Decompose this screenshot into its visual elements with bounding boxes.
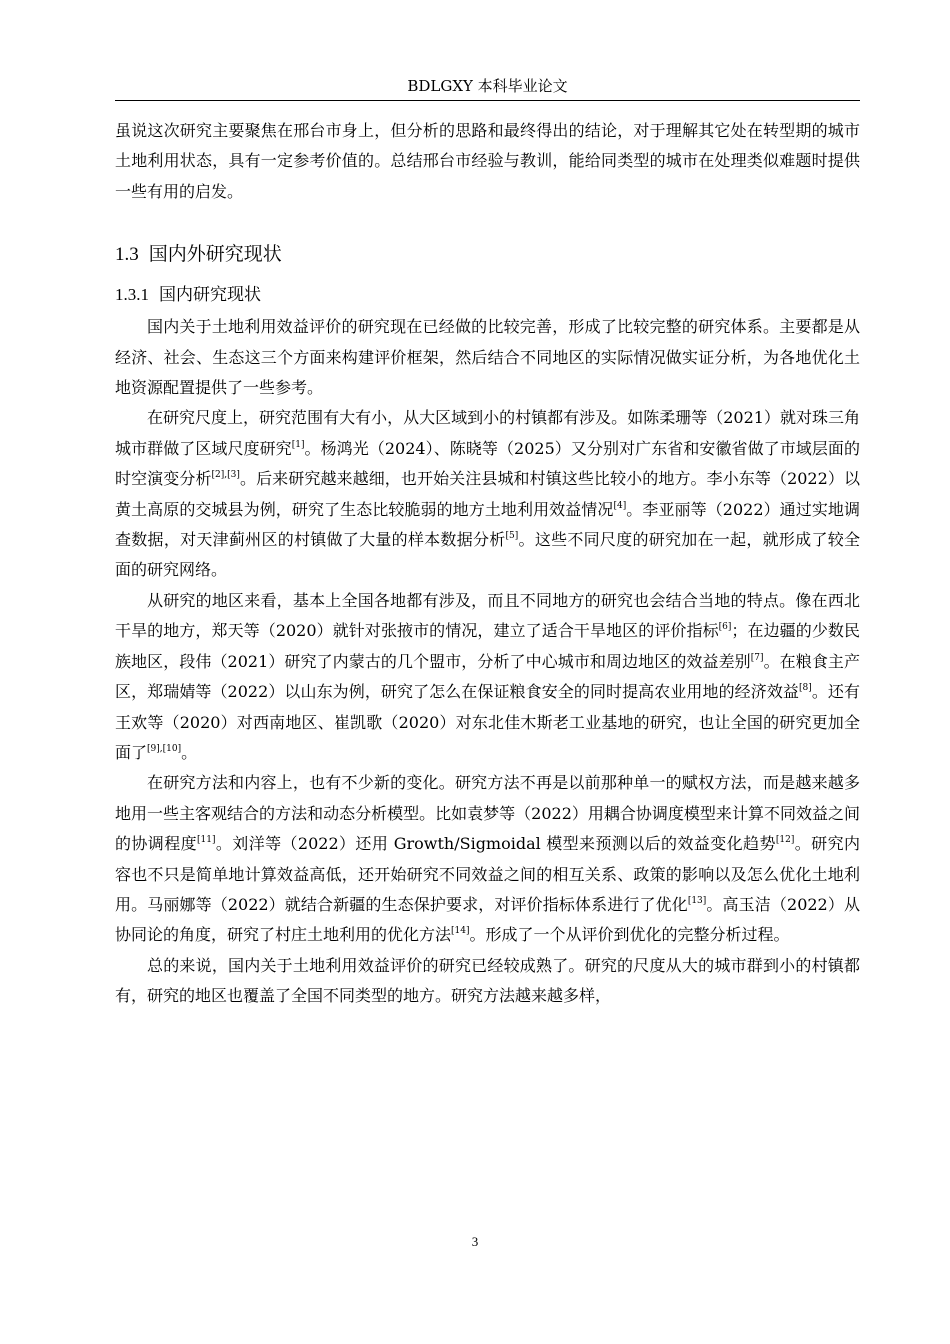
paragraph-text: 。后来研究越来越细，也开始关注县城和村镇这些比较小的地方。李小东等（2022）以黄土高原的交城县为例，研究了生态比较脆弱的地方土地利用效益情况 — [115, 469, 860, 519]
paragraph-text: 。还有王欢等（2020）对西南地区、崔凯歌（2020）对东北佳木斯老工业基地的研究，也让全国的研究更加全面了 — [115, 682, 860, 762]
paragraph-text: 国内关于土地利用效益评价的研究现在已经做的比较完善，形成了比较完整的研究体系。主要都是从经济、社会、生态这三个方面来构建评价框架，然后结合不同地区的实际情况做实证分析，为各地优化土地资源配置提供了一些参考。 — [115, 317, 860, 398]
paragraph-summary — [115, 951, 860, 1012]
paragraph-text: ；在边疆的少数民族地区，段伟（2021）研究了内蒙古的几个盟市，分析了中心城市和周边地区的效益差别 — [115, 621, 860, 671]
citation: [13] — [687, 895, 707, 906]
intro-paragraph-tail: 虽说这次研究主要聚焦在邢台市身上，但分析的思路和最终得出的结论，对于理解其它处在转型期的城市土地利用状态，具有一定参考价值的。总结邢台市经验与教训，能给同类型的城市在处理类似难题时提供一些有用的启发。 — [115, 121, 860, 201]
paragraph-text: 在研究尺度上，研究范围有大有小，从大区域到小的村镇都有涉及。如陈柔珊等（2021）就对珠三角城市群做了区域尺度研究 — [115, 408, 860, 458]
page-number: 3 — [471, 1234, 479, 1249]
paragraph-text: 从研究的地区来看，基本上全国各地都有涉及，而且不同地方的研究也会结合当地的特点。像在西北干旱的地方，郑天等（2020）就针对张掖市的情况，建立了适合干旱地区的评价指标 — [115, 590, 860, 641]
citation: [6] — [718, 622, 732, 633]
paragraph-overview — [115, 312, 860, 403]
page-body — [115, 116, 860, 1012]
paragraph-research-regions — [115, 586, 860, 768]
header-rule — [115, 100, 860, 101]
citation: [9],[10] — [147, 743, 182, 754]
subsection-heading — [115, 280, 860, 310]
paragraph-text: 。高玉洁（2022）从协同论的角度，研究了村庄土地利用的优化方法 — [115, 894, 860, 945]
paragraph-text: 在研究方法和内容上，也有不少新的变化。研究方法不再是以前那种单一的赋权方法，而是越来越多地用一些主客观结合的方法和动态分析模型。比如袁梦等（2022）用耦合协调度模型来计算不同效益之间的协调程度 — [115, 773, 860, 854]
section-number: 1.3 — [115, 244, 139, 266]
citation: [4] — [613, 500, 627, 511]
citation: [11] — [197, 835, 216, 846]
citation: [1] — [291, 439, 305, 450]
section-title: 国内外研究现状 — [148, 243, 282, 266]
citation: [14] — [451, 926, 470, 937]
paragraph-text: 。杨鸿光（2024）、陈晓等（2025）又分别对广东省和安徽省做了市域层面的时空演变分析 — [115, 438, 860, 489]
paragraph-text: 。在粮食主产区，郑瑞婧等（2022）以山东为例，研究了怎么在保证粮食安全的同时提高农业用地的经济效益 — [115, 651, 860, 702]
citation: [7] — [750, 652, 764, 663]
paragraph-text: 。李亚丽等（2022）通过实地调查数据，对天津蓟州区的村镇做了大量的样本数据分析 — [115, 499, 860, 550]
citation: [5] — [505, 531, 519, 542]
paragraph-text: 。刘洋等（2022）还用 Growth/Sigmoidal 模型来预测以后的效益变化趋势 — [215, 834, 776, 854]
citation: [2],[3] — [211, 470, 240, 481]
paragraph-research-methods — [115, 768, 860, 950]
subsection-number: 1.3.1 — [115, 285, 149, 305]
paragraph-research-scale — [115, 403, 860, 585]
paragraph-text: 。 — [181, 742, 198, 762]
paragraph-text: 。这些不同尺度的研究加在一起，就形成了较全面的研究网络。 — [115, 530, 860, 580]
citation: [8] — [798, 683, 812, 694]
paragraph-text: 总的来说，国内关于土地利用效益评价的研究已经较成熟了。研究的尺度从大的城市群到小的村镇都有，研究的地区也覆盖了全国不同类型的地方。研究方法越来越多样， — [115, 955, 860, 1006]
subsection-title: 国内研究现状 — [159, 285, 261, 306]
section-heading — [115, 239, 860, 270]
running-header: BDLGXY 本科毕业论文 — [407, 77, 568, 95]
paragraph-text: 。研究内容也不只是简单地计算效益高低，还开始研究不同效益之间的相互关系、政策的影响以及怎么优化土地利用。马丽娜等（2022）就结合新疆的生态保护要求，对评价指标体系进行了优化 — [115, 834, 860, 914]
citation: [12] — [775, 835, 795, 846]
paragraph-text: 。形成了一个从评价到优化的完整分析过程。 — [469, 925, 790, 945]
